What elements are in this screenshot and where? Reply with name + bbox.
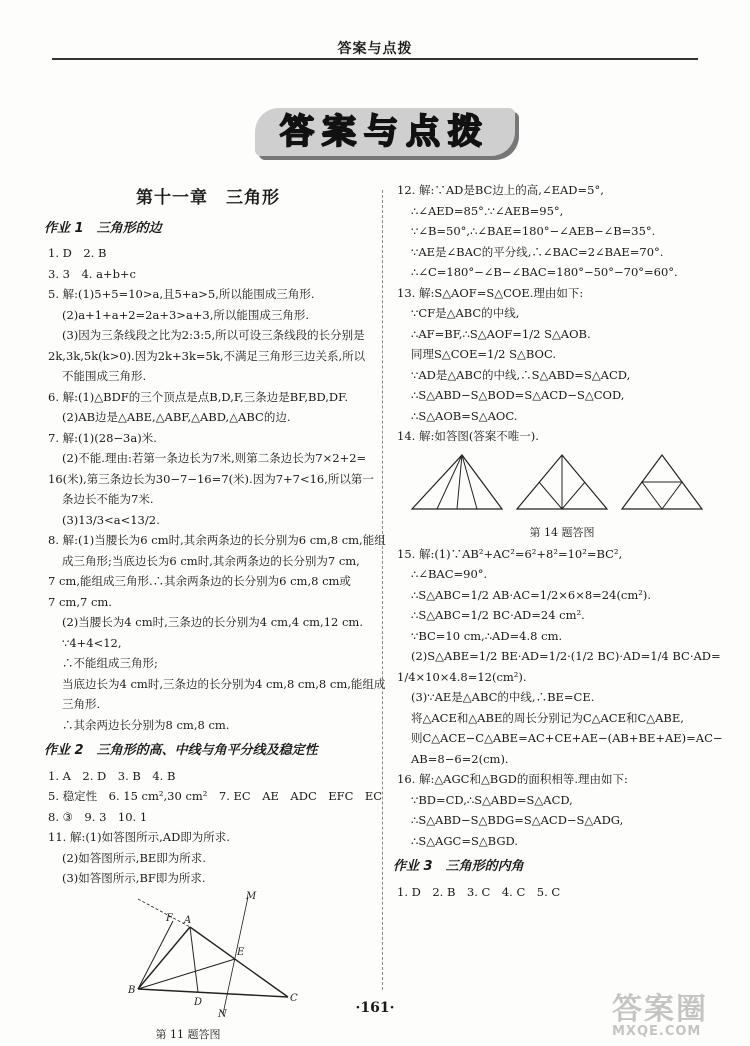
figure-11-label: E [237, 946, 245, 958]
answer-line: (3)∵AE是△ABC的中线,∴BE=CE. [411, 690, 595, 704]
answer-line: AB=8−6=2(cm). [411, 751, 509, 766]
figure-14-diagram [407, 447, 707, 517]
answer-line: ∵4+4<12, [62, 635, 122, 650]
answer-line: 6. 解:(1)△BDF的三个顶点是点B,D,F,三条边是BF,BD,DF. [48, 389, 348, 404]
figure-11-label: D [194, 996, 203, 1008]
header-rule [52, 58, 698, 60]
answer-line: ∴∠C=180°−∠B−∠BAC=180°−50°−70°=60°. [411, 265, 678, 279]
answer-line: 2k,3k,5k(k>0).因为2k+3k=5k,不满足三角形三边关系,所以 [48, 348, 366, 363]
answer-line: 8. ③ 9. 3 10. 1 [48, 809, 148, 824]
column-divider [382, 190, 383, 990]
answer-line: 7. 解:(1)(28−3a)米. [48, 430, 157, 445]
answer-line: 3. 3 4. a+b+c [48, 266, 137, 281]
answer-line: 5. 稳定性 6. 15 cm²,30 cm² 7. EC AE ADC EFC EC [48, 789, 383, 803]
answer-line: 当底边长为4 cm时,三条边的长分别为4 cm,8 cm,8 cm,能组成 [62, 676, 386, 691]
answers-12-14 [397, 180, 727, 447]
answer-line: ∵CF是△ABC的中线, [411, 306, 520, 320]
answer-line: ∴∠BAC=90°. [411, 567, 488, 581]
watermark-logo-text: 答案圈 [612, 992, 708, 1027]
answer-line: ∴S△ABC=1/2 BC·AD=24 cm². [411, 608, 585, 622]
answers-15-16 [397, 544, 727, 852]
answer-line: 1/4×10×4.8=12(cm²). [397, 669, 527, 684]
answer-line: (3)13/3<a<13/2. [62, 512, 160, 527]
section-3-answers [397, 882, 727, 903]
answer-line: 条边长不能为7米. [62, 492, 154, 506]
answer-line: ∵AD是△ABC的中线,∴S△ABD=S△ACD, [411, 367, 631, 382]
answer-line: 16(米),第三条边长为30−7−16=7(米).因为7+7<16,所以第一 [48, 471, 374, 486]
banner-title: 答案与点拨 [280, 112, 490, 152]
answer-line: 5. 解:(1)5+5=10>a,且5+a>5,所以能围成三角形. [48, 287, 315, 301]
answer-line: 将△ACE和△ABE的周长分别记为C△ACE和C△ABE, [411, 710, 684, 725]
watermark-url: MXQE.COM [612, 1024, 702, 1039]
section-heading-2: 作业 2 三角形的高、中线与角平分线及稳定性 [44, 743, 318, 758]
figure-11-label: M [246, 890, 257, 902]
answer-line: 不能围成三角形. [62, 369, 147, 383]
answer-line: ∵∠B=50°,∴∠BAE=180°−∠AEB−∠B=35°. [411, 224, 656, 238]
figure-11-diagram [118, 889, 308, 1019]
page-header [0, 0, 750, 60]
figure-11-label: A [184, 914, 192, 926]
answer-line: (2)AB边是△ABE,△ABF,△ABD,△ABC的边. [62, 410, 291, 424]
answer-line: (2)不能.理由:若第一条边长为7米,则第二条边长为7×2+2= [62, 451, 367, 465]
figure-11-label: C [290, 992, 298, 1004]
answer-line: (3)因为三条线段之比为2:3:5,所以可设三条线段的长分别是 [62, 328, 365, 342]
answer-line: 12. 解:∵AD是BC边上的高,∠EAD=5°, [397, 183, 604, 197]
answer-line: 13. 解:S△AOF=S△COE.理由如下: [397, 285, 584, 300]
answer-line: 8. 解:(1)当腰长为6 cm时,其余两条边的长分别为6 cm,8 cm,能组 [48, 533, 386, 547]
figure-11 [48, 889, 368, 1046]
answer-line: ∵BC=10 cm,∴AD=4.8 cm. [411, 628, 563, 643]
answer-line: 15. 解:(1)∵AB²+AC²=6²+8²=10²=BC², [397, 546, 623, 561]
answer-line: ∴不能组成三角形; [62, 656, 158, 670]
answer-line: 则C△ACE−C△ABE=AC+CE+AE−(AB+BE+AE)=AC− [411, 731, 723, 745]
figure-11-label: B [128, 984, 136, 996]
figure-11-label: F [166, 912, 173, 924]
answer-line: (2)S△ABE=1/2 BE·AD=1/2·(1/2 BC)·AD=1/4 BC·AD= [411, 649, 721, 663]
answer-line: ∵BD=CD,∴S△ABD=S△ACD, [411, 792, 573, 807]
answer-line: ∴S△AOB=S△AOC. [411, 408, 518, 423]
answer-line: ∴∠AED=85°.∵∠AEB=95°, [411, 203, 564, 218]
answer-line: 14. 解:如答图(答案不唯一). [397, 429, 539, 443]
figure-14-caption: 第 14 题答图 [529, 526, 595, 539]
section-1-answers [48, 243, 386, 735]
figure-11-caption: 第 11 题答图 [155, 1028, 221, 1041]
answer-line: (2)当腰长为4 cm时,三条边的长分别为4 cm,4 cm,12 cm. [62, 615, 363, 629]
answer-line: ∴S△ABD−S△BOD=S△ACD−S△COD, [411, 388, 625, 402]
answer-line: (3)如答图所示,BF即为所求. [62, 871, 206, 885]
answer-line: 7 cm,7 cm. [48, 594, 112, 609]
section-heading-1: 作业 1 三角形的边 [44, 220, 162, 236]
answer-line: 16. 解:△AGC和△BGD的面积相等.理由如下: [397, 772, 628, 786]
answer-line: ∴AF=BF,∴S△AOF=1/2 S△AOB. [411, 326, 591, 341]
answer-line: ∴S△ABD−S△BDG=S△ACD−S△ADG, [411, 813, 624, 827]
section-heading-3: 作业 3 三角形的内角 [393, 859, 524, 874]
answer-line: ∴S△AGC=S△BGD. [411, 833, 519, 848]
page-number: ·161· [355, 1000, 395, 1016]
watermark [612, 992, 742, 1040]
section-2-answers [48, 766, 383, 889]
answer-line: ∴S△ABC=1/2 AB·AC=1/2×6×8=24(cm²). [411, 587, 652, 602]
title-banner [255, 100, 515, 164]
answer-line: (2)a+1+a+2=2a+3>a+3,所以能围成三角形. [62, 307, 310, 322]
answer-line: 11. 解:(1)如答图所示,AD即为所求. [48, 830, 230, 844]
answer-line: ∴其余两边长分别为8 cm,8 cm. [62, 717, 230, 732]
figure-14 [397, 447, 727, 544]
right-column [393, 180, 727, 902]
answer-line: 成三角形;当底边长为6 cm时,其余两条边的长分别为7 cm, [62, 553, 360, 568]
answer-line: 同理S△COE=1/2 S△BOC. [411, 347, 557, 361]
answer-line: 1. D 2. B [48, 246, 107, 260]
header-title: 答案与点拨 [337, 41, 413, 57]
answer-line: 7 cm,能组成三角形.∴其余两条边的长分别为6 cm,8 cm或 [48, 574, 351, 588]
chapter-title: 第十一章 三角形 [136, 188, 280, 208]
figure-11-label: N [218, 1008, 227, 1019]
answer-line: (2)如答图所示,BE即为所求. [62, 850, 206, 865]
answer-line: 1. D 2. B 3. C 4. C 5. C [397, 884, 561, 899]
answer-line: 1. A 2. D 3. B 4. B [48, 768, 176, 783]
answer-line: 三角形. [62, 697, 101, 711]
answer-line: ∵AE是∠BAC的平分线,∴∠BAC=2∠BAE=70°. [411, 244, 664, 259]
